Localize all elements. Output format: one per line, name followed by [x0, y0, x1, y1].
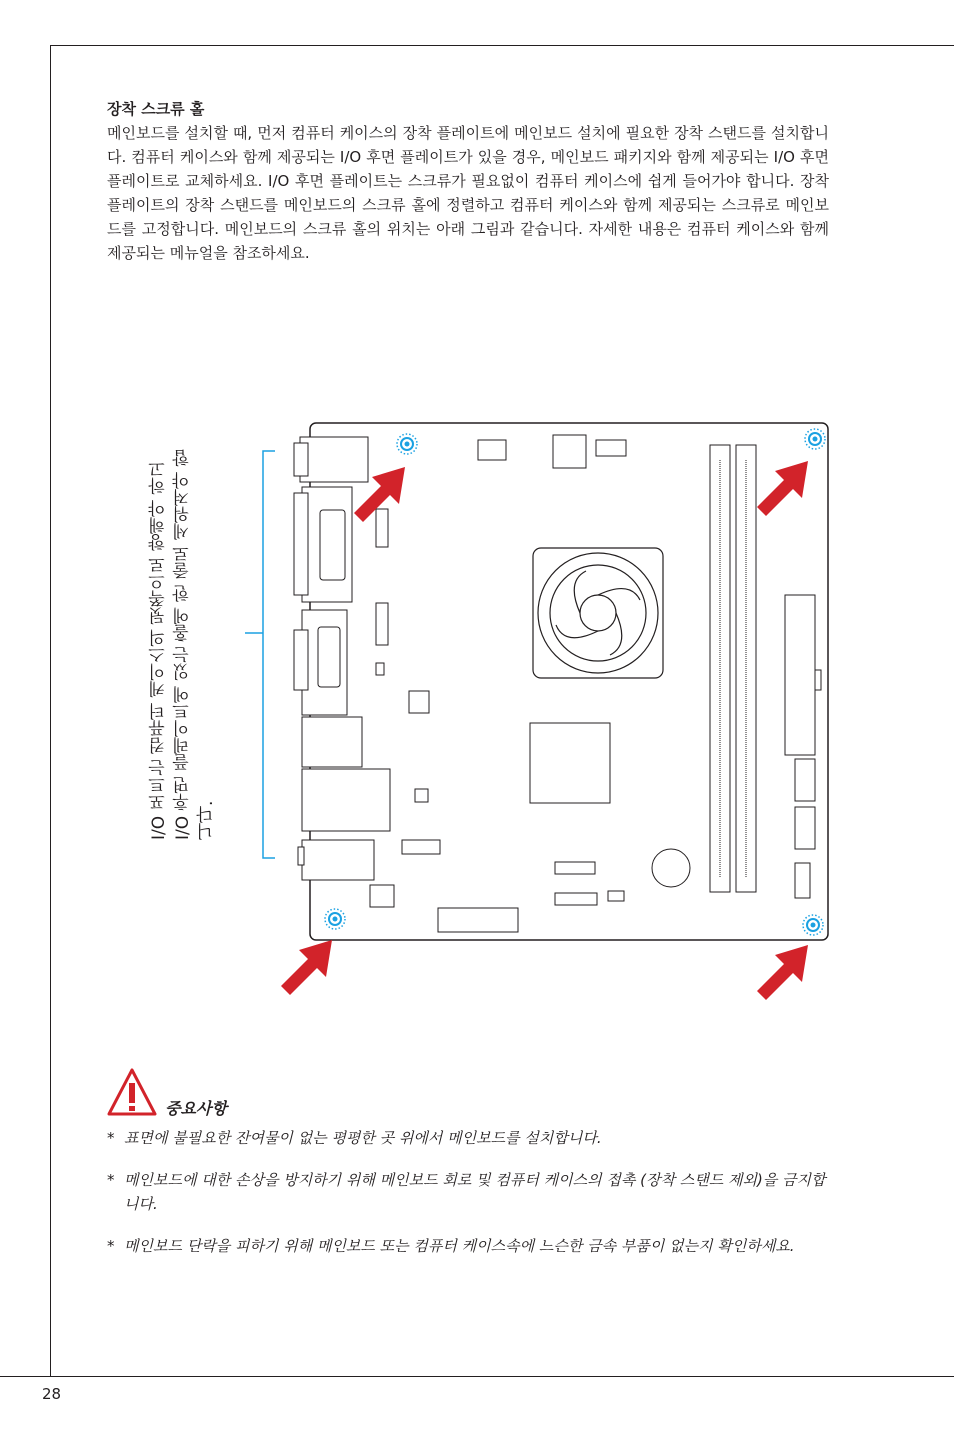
section-body: 메인보드를 설치할 때, 먼저 컴퓨터 케이스의 장착 플레이트에 메인보드 설치에 필요한 장착 스탠드를 설치합니다. 컴퓨터 케이스와 함께 제공되는 I/O 후면 플레이트가 있을 경우, 메인보드 패키지와 함께 제공되는 I/O 후면 플레이트로 교체하세요. I/O 후면 플레이트는 스크류가 필요없이 컴퓨터 케이스에 쉽게 들어가야 합니다. 장착 플레이트의 장착 스탠드를 메인보드의 스크류 홀에 정렬하고 컴퓨터 케이스와 함께 제공되는 스크류로 메인보드를 고정합니다. 메인보드의 스크류 홀의 위치는 아래 그림과 같습니다. 자세한 내용은 컴퓨터 케이스와 함께 제공되는 메뉴얼을 참조하세요.	[107, 124, 829, 262]
warning-icon	[107, 1068, 157, 1116]
io-port-caption: I/O 포트는 컴퓨터 케이스의 뒷쪽으로 향해야 하고 I/O 후면 플레이트에 있는 홀에 한 줄로 세워져야 합니다.	[149, 449, 217, 840]
note-bullet: *	[107, 1237, 115, 1255]
arrow-bottom-left	[281, 940, 332, 995]
page-frame-top	[50, 45, 954, 46]
motherboard-diagram	[230, 415, 840, 1000]
note-text: 메인보드 단락을 피하기 위해 메인보드 또는 컴퓨터 케이스속에 느슨한 금속 부품이 없는지 확인하세요.	[124, 1237, 795, 1255]
note-list	[107, 1126, 829, 1276]
note-item	[107, 1168, 829, 1216]
arrow-bottom-right	[757, 945, 808, 1000]
note-bullet: *	[107, 1171, 115, 1189]
note-item	[107, 1126, 829, 1150]
note-bullet: *	[107, 1129, 115, 1147]
important-title: 중요사항	[165, 1099, 227, 1118]
page-number: 28	[42, 1385, 62, 1403]
io-bracket	[245, 451, 275, 858]
page-frame-bottom	[0, 1376, 954, 1377]
section-title: 장착 스크류 홀	[107, 100, 205, 118]
mounting-screw-section	[107, 97, 829, 265]
note-text: 표면에 불필요한 잔여물이 없는 평평한 곳 위에서 메인보드를 설치합니다.	[124, 1129, 602, 1147]
page-frame-left	[50, 45, 51, 1377]
note-text: 메인보드에 대한 손상을 방지하기 위해 메인보드 회로 및 컴퓨터 케이스의 접촉 (장착 스탠드 제외)을 금지합니다.	[124, 1171, 826, 1213]
note-item	[107, 1234, 829, 1258]
